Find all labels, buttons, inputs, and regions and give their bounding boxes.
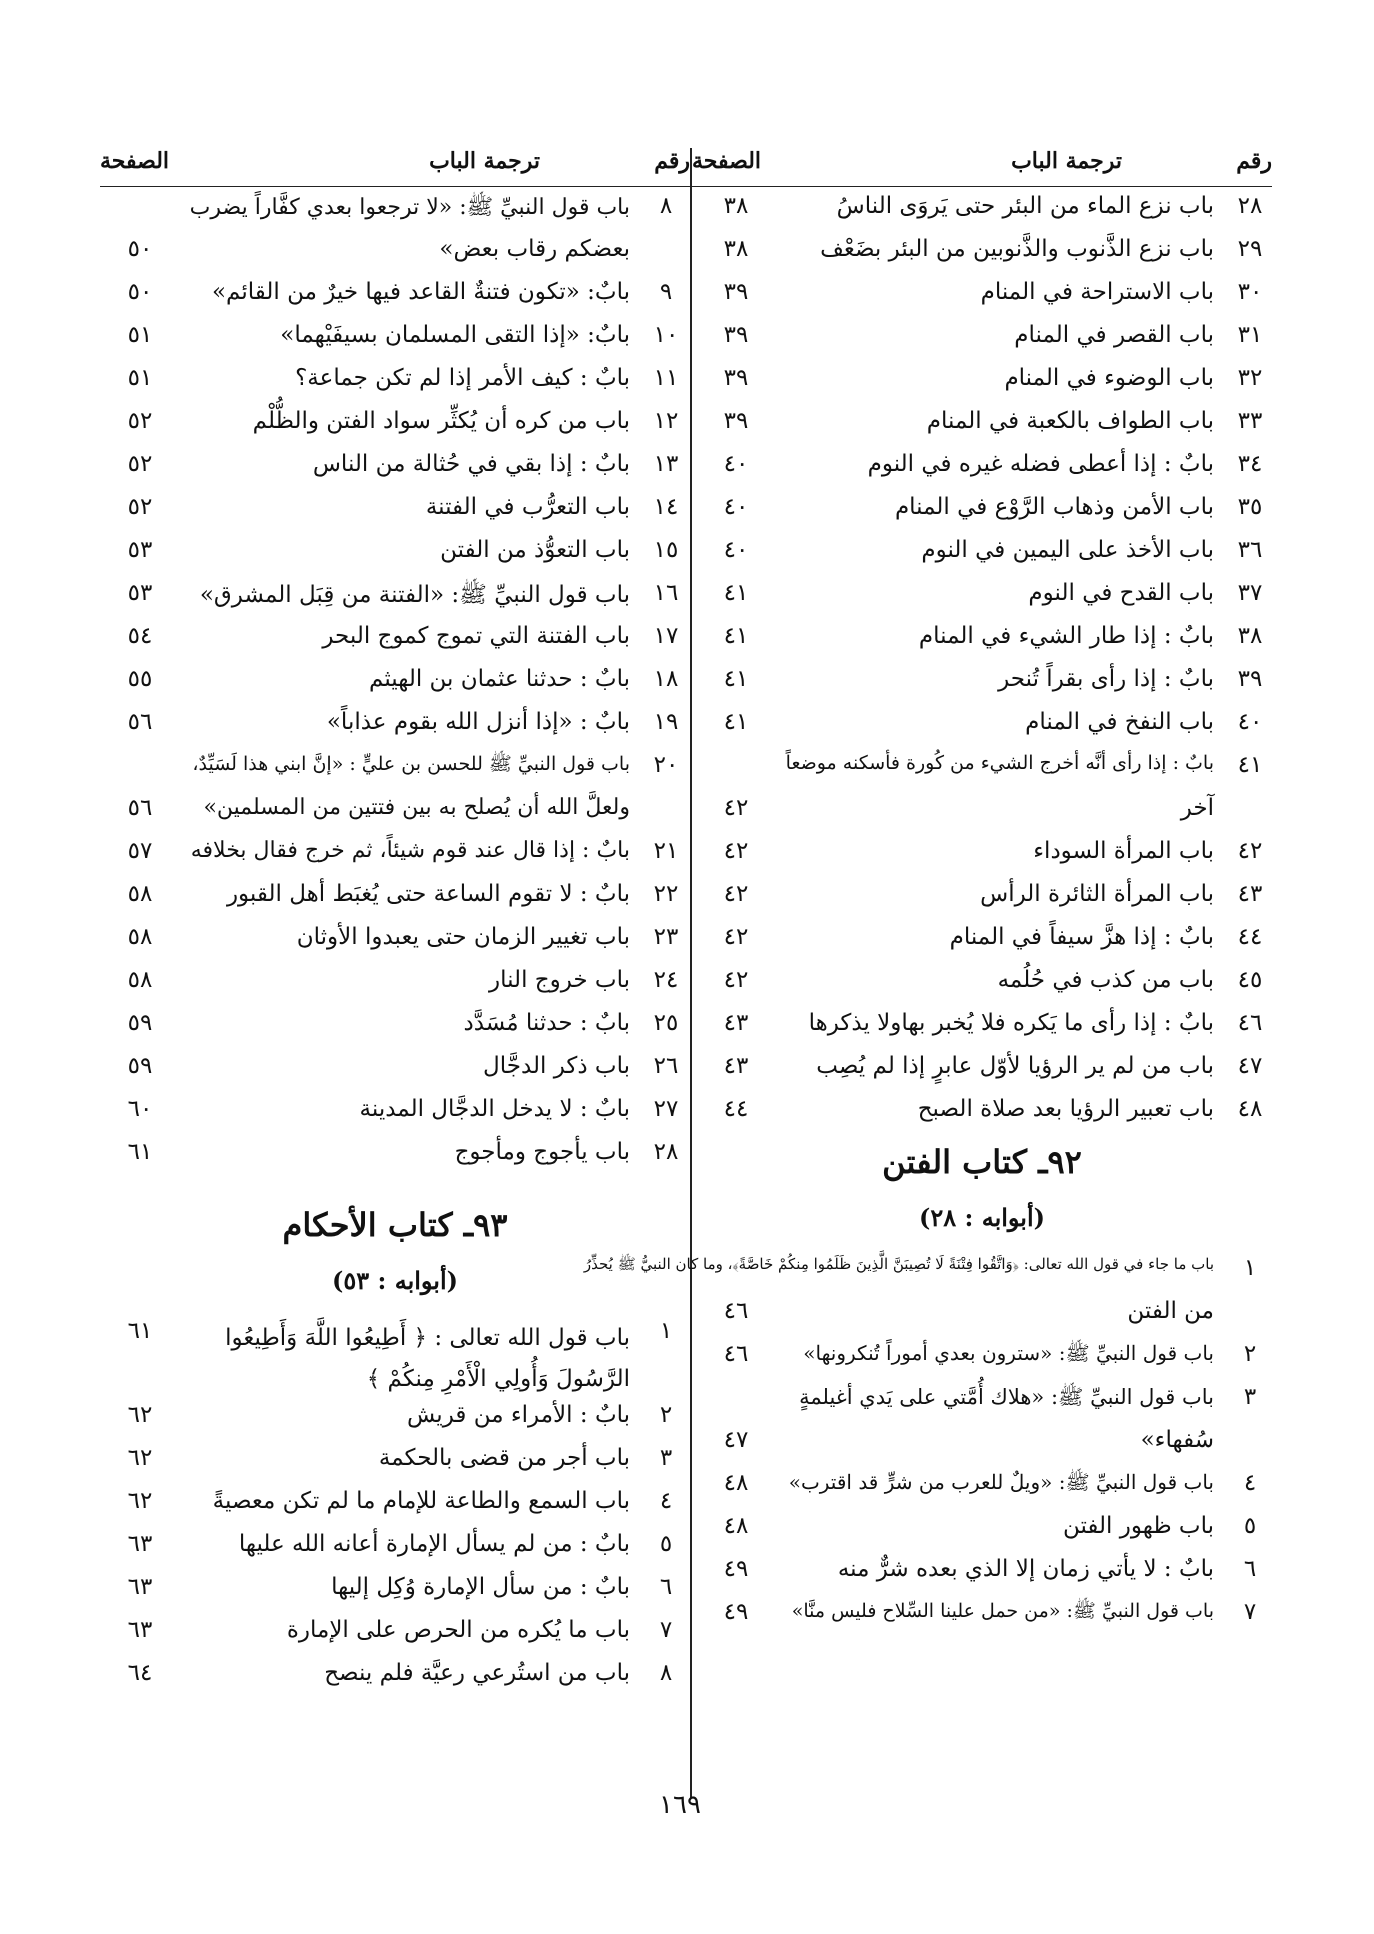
row-num: ٢٩ [1237, 236, 1263, 262]
index-row [100, 1654, 690, 1697]
index-row [692, 961, 1272, 1004]
row-page: ٦٤ [127, 1660, 153, 1686]
row-title: بابٌ : إذا أعطى فضله غيره في النوم [867, 451, 1214, 477]
row-page: ٥٣ [127, 537, 153, 563]
row-title: باب قول النبيِّ ﷺ: «لا ترجعوا بعدي كفَّاراً يضرب [189, 195, 630, 220]
row-page: ٥٦ [127, 709, 153, 735]
header-num: رقم [1236, 148, 1272, 174]
header-num: رقم [654, 148, 690, 174]
row-page: ٥٢ [127, 451, 153, 477]
row-num: ٥ [1243, 1513, 1257, 1539]
row-title: بابٌ : «إذا أنزل الله بقوم عذاباً» [326, 709, 630, 735]
row-title: باب ذكر الدجَّال [483, 1053, 630, 1079]
book-92-abwab: (أبوابه : ٢٨) [918, 1203, 1046, 1232]
index-row [692, 488, 1272, 531]
row-title: باب النفخ في المنام [1025, 709, 1214, 735]
row-page: ٥٥ [127, 666, 153, 692]
index-row [692, 316, 1272, 359]
row-title: باب ما جاء في قول الله تعالى: ﴿وَاتَّقُوا فِتْنَةً لَا تُصِيبَنَّ الَّذِينَ ظَلَمُوا مِنكُمْ خَاصَّةً﴾، وما كان النبيُّ ﷺ يُحذِّرُ [583, 1255, 1214, 1273]
index-row [692, 1550, 1272, 1593]
row-num: ٢ [659, 1402, 673, 1428]
row-num: ٤٨ [1237, 1096, 1263, 1122]
right-column-header [692, 142, 1272, 187]
row-title: باب القدح في النوم [1028, 580, 1214, 606]
row-title: بابٌ : لا يدخل الدجَّال المدينة [359, 1096, 630, 1122]
row-num: ٤ [659, 1488, 673, 1514]
row-page: ٤٠ [723, 494, 749, 520]
header-page: الصفحة [100, 148, 170, 174]
row-page: ٤١ [723, 666, 749, 692]
index-row [692, 230, 1272, 273]
row-title: باب قول النبيِّ ﷺ للحسن بن عليٍّ : «إنَّ ابني هذا لَسَيِّدٌ، [192, 753, 630, 775]
row-num: ٥ [659, 1531, 673, 1557]
index-row [100, 1047, 690, 1090]
row-page: ٤٣ [723, 1053, 749, 1079]
row-title: بابٌ : لا تقوم الساعة حتى يُغبَط أهل القبور [226, 881, 630, 907]
row-title: بابٌ : إذا طار الشيء في المنام [918, 623, 1214, 649]
row-page: ٥٠ [127, 236, 153, 262]
header-title: ترجمة الباب [429, 148, 540, 174]
index-row [692, 359, 1272, 402]
row-title: باب ما يُكره من الحرص على الإمارة [286, 1617, 630, 1643]
index-row [100, 402, 690, 445]
right-rows [692, 187, 1272, 1133]
index-row [100, 1439, 690, 1482]
row-page: ٦١ [127, 1318, 153, 1344]
row-page: ٤٢ [723, 838, 749, 864]
index-row [692, 746, 1272, 789]
row-title: باب قول النبيِّ ﷺ: «الفتنة من قِبَل المشرق» [199, 582, 630, 608]
index-row [692, 531, 1272, 574]
index-row [692, 1464, 1272, 1507]
index-row [100, 488, 690, 531]
row-num: ٤٦ [1237, 1010, 1263, 1036]
row-page: ٥٨ [127, 924, 153, 950]
row-num: ٤ [1243, 1470, 1257, 1496]
index-row [692, 832, 1272, 875]
row-title: باب قول النبيِّ ﷺ: «سترون بعدي أموراً تُنكرونها» [803, 1341, 1214, 1365]
row-page: ٤٩ [723, 1556, 749, 1582]
row-page: ٤٦ [723, 1298, 749, 1324]
right-book-rows [583, 1249, 1272, 1636]
row-num: ٤١ [1237, 752, 1263, 778]
index-row [100, 531, 690, 574]
row-title: بابٌ : إذا بقي في حُثالة من الناس [312, 451, 630, 477]
row-num: ٣٤ [1237, 451, 1263, 477]
index-row [100, 1611, 690, 1654]
row-num: ٢٧ [653, 1096, 679, 1122]
index-row [100, 1568, 690, 1611]
row-page: ٤٠ [723, 451, 749, 477]
row-page: ٤٠ [723, 537, 749, 563]
row-title: آخر [1180, 795, 1214, 821]
row-num: ١٨ [653, 666, 679, 692]
row-num: ٢٤ [653, 967, 679, 993]
row-title: بابٌ : حدثنا مُسَدَّد [463, 1010, 630, 1036]
row-page: ٤٦ [723, 1341, 749, 1367]
row-num: ٣ [659, 1445, 673, 1471]
row-title: بابٌ : إذا هزَّ سيفاً في المنام [949, 924, 1214, 950]
row-title: باب الطواف بالكعبة في المنام [926, 408, 1214, 434]
index-row [692, 1292, 1272, 1335]
row-title: بابٌ : من سأل الإمارة وُكِل إليها [331, 1574, 630, 1600]
row-num: ٢٥ [653, 1010, 679, 1036]
row-page: ٥٨ [127, 881, 153, 907]
row-page: ٤٤ [723, 1096, 749, 1122]
row-num: ٤٢ [1237, 838, 1263, 864]
row-num: ٣ [1243, 1384, 1257, 1410]
row-num: ٣١ [1237, 322, 1263, 348]
row-page: ٣٨ [723, 193, 749, 219]
row-title: باب من كره أن يُكثِّر سواد الفتن والظُّلْم [252, 408, 630, 434]
row-page: ٦٠ [127, 1096, 153, 1122]
index-row [100, 1525, 690, 1568]
row-title: بابٌ: «تكون فتنةٌ القاعد فيها خيرٌ من القائم» [211, 279, 630, 305]
row-page: ٦٢ [127, 1488, 153, 1514]
row-num: ٤٤ [1237, 924, 1263, 950]
row-page: ٥٣ [127, 580, 153, 606]
index-row [692, 1378, 1272, 1421]
index-row [100, 1133, 690, 1176]
row-num: ٣٠ [1237, 279, 1263, 305]
index-row [100, 961, 690, 1004]
row-title: باب من لم ير الرؤيا لأوّل عابرٍ إذا لم يُصِب [816, 1053, 1214, 1079]
index-row [692, 445, 1272, 488]
row-page: ٥٩ [127, 1053, 153, 1079]
index-row [100, 445, 690, 488]
page-number: ١٦٩ [659, 1790, 701, 1820]
row-title: باب الاستراحة في المنام [980, 279, 1214, 305]
index-row [692, 1090, 1272, 1133]
row-title: باب نزع الماء من البئر حتى يَروَى الناسُ [836, 193, 1214, 219]
index-row [692, 660, 1272, 703]
row-page: ٣٨ [723, 236, 749, 262]
row-title: باب الأمن وذهاب الرَّوْع في المنام [894, 494, 1214, 520]
index-row [100, 703, 690, 746]
row-page: ٥٨ [127, 967, 153, 993]
row-num: ٦ [1243, 1556, 1257, 1582]
row-page: ٣٩ [723, 408, 749, 434]
row-num: ٢٢ [653, 881, 679, 907]
row-page: ٦٢ [127, 1445, 153, 1471]
index-row [100, 918, 690, 961]
row-page: ٤١ [723, 580, 749, 606]
row-page: ٦٣ [127, 1574, 153, 1600]
index-row [100, 1482, 690, 1525]
row-title: باب المرأة السوداء [1033, 838, 1214, 864]
row-title: بابٌ : إذا رأى ما يَكره فلا يُخبر بهاولا يذكرها [808, 1010, 1214, 1036]
index-row [100, 617, 690, 660]
row-num: ١١ [653, 365, 679, 391]
row-title: باب قول النبيِّ ﷺ: «هلاك أُمَّتي على يَدي أغيلمةٍ [799, 1385, 1214, 1409]
row-num: ٣٣ [1237, 408, 1263, 434]
index-row [692, 1593, 1272, 1636]
book-93-abwab: (أبوابه : ٥٣) [331, 1266, 459, 1295]
row-page: ٤١ [723, 709, 749, 735]
index-row [692, 1335, 1272, 1378]
index-row [692, 402, 1272, 445]
index-row [692, 918, 1272, 961]
book-93-title: ٩٣ـ كتاب الأحكام [282, 1206, 508, 1244]
row-title: ولعلَّ الله أن يُصلح به بين فتتين من المسلمين» [203, 795, 630, 820]
row-num: ٢ [1243, 1341, 1257, 1367]
index-row [100, 230, 690, 273]
row-num: ١ [1243, 1255, 1257, 1281]
row-num: ٢٠ [653, 752, 679, 778]
row-num: ٣٩ [1237, 666, 1263, 692]
row-page: ٤٩ [723, 1599, 749, 1625]
row-page: ٣٩ [723, 365, 749, 391]
index-row [100, 359, 690, 402]
row-page: ٤٢ [723, 924, 749, 950]
row-page: ٤٢ [723, 967, 749, 993]
row-page: ٥١ [127, 365, 153, 391]
index-row [100, 574, 690, 617]
left-column-header [100, 142, 690, 187]
row-num: ٣٢ [1237, 365, 1263, 391]
row-page: ٤٨ [723, 1513, 749, 1539]
row-num: ٤٠ [1237, 709, 1263, 735]
row-page: ٣٩ [723, 322, 749, 348]
row-title: من الفتن [1127, 1298, 1214, 1324]
book-92-title: ٩٢ـ كتاب الفتن [882, 1143, 1082, 1181]
row-title: بعضكم رقاب بعض» [439, 236, 630, 262]
row-page: ٥٢ [127, 408, 153, 434]
row-title: باب خروج النار [489, 967, 630, 993]
row-title: باب تعبير الرؤيا بعد صلاة الصبح [917, 1096, 1214, 1122]
index-row [692, 187, 1272, 230]
row-title: باب من استُرعي رعيَّة فلم ينصح [324, 1660, 630, 1686]
index-row [100, 789, 690, 832]
index-row [100, 1396, 690, 1439]
row-num: ٣٥ [1237, 494, 1263, 520]
row-title: باب السمع والطاعة للإمام ما لم تكن معصيةً [212, 1488, 630, 1514]
row-num: ١٤ [653, 494, 679, 520]
row-page: ٥٢ [127, 494, 153, 520]
row-page: ٥١ [127, 322, 153, 348]
index-row [692, 703, 1272, 746]
row-num: ١٢ [653, 408, 679, 434]
row-title: باب ظهور الفتن [1062, 1513, 1214, 1539]
index-row [100, 746, 690, 789]
row-title: باب المرأة الثائرة الرأس [980, 881, 1214, 907]
left-rows [100, 187, 690, 1176]
row-page: ٤٢ [723, 795, 749, 821]
index-row [692, 574, 1272, 617]
left-column [100, 142, 690, 1697]
index-row [100, 660, 690, 703]
row-title: بابٌ : إذا قال عند قوم شيئاً، ثم خرج فقال بخلافه [190, 838, 630, 863]
index-row [692, 273, 1272, 316]
row-title: بابٌ : من لم يسأل الإمارة أعانه الله عليها [238, 1531, 630, 1557]
row-num: ١٦ [653, 580, 679, 606]
row-title: بابٌ : حدثنا عثمان بن الهيثم [369, 666, 630, 692]
index-row [692, 1421, 1272, 1464]
index-row [100, 1090, 690, 1133]
row-title: باب قول الله تعالى : ﴿ أَطِيعُوا اللَّهَ وَأَطِيعُوا الرَّسُولَ وَأُولِي الْأَمْرِ مِنكُمْ ﴾ [225, 1325, 630, 1392]
row-num: ٨ [659, 1660, 673, 1686]
index-row [692, 1507, 1272, 1550]
row-num: ٣٦ [1237, 537, 1263, 563]
header-title: ترجمة الباب [1011, 148, 1122, 174]
row-num: ٧ [1243, 1599, 1257, 1625]
index-row [100, 1312, 690, 1396]
row-num: ٢٨ [653, 1139, 679, 1165]
index-row [100, 316, 690, 359]
row-title: باب من كذب في حُلُمه [997, 967, 1214, 993]
index-row [692, 1047, 1272, 1090]
row-title: باب التعوُّذ من الفتن [440, 537, 630, 563]
index-row [100, 1004, 690, 1047]
index-row [692, 789, 1272, 832]
row-num: ٤٣ [1237, 881, 1263, 907]
row-num: ٤٥ [1237, 967, 1263, 993]
row-title: باب الفتنة التي تموج كموج البحر [322, 623, 630, 649]
row-num: ٤٧ [1237, 1053, 1263, 1079]
row-title: باب قول النبيِّ ﷺ: «من حمل علينا السِّلاح فليس منَّا» [791, 1600, 1214, 1622]
row-page: ٦١ [127, 1139, 153, 1165]
row-title: بابٌ: «إذا التقى المسلمان بسيفَيْهما» [280, 322, 630, 348]
row-page: ٥٧ [127, 838, 153, 864]
row-num: ١٩ [653, 709, 679, 735]
row-title: بابٌ : الأمراء من قريش [406, 1402, 630, 1428]
row-title: باب قول النبيِّ ﷺ: «ويلٌ للعرب من شرٍّ قد اقترب» [788, 1470, 1214, 1494]
header-page: الصفحة [692, 148, 762, 174]
row-title: باب تغيير الزمان حتى يعبدوا الأوثان [296, 924, 630, 950]
row-title: باب أجر من قضى بالحكمة [378, 1445, 630, 1471]
row-num: ٩ [659, 279, 673, 305]
row-page: ٤٨ [723, 1470, 749, 1496]
row-num: ٨ [659, 193, 673, 219]
row-num: ١ [659, 1318, 673, 1344]
row-title: باب نزع الذَّنوب والذَّنوبين من البئر بضَعْف [820, 236, 1214, 262]
index-row [692, 617, 1272, 660]
index-row [692, 1004, 1272, 1047]
left-book-rows [100, 1312, 690, 1697]
row-page: ٥٤ [127, 623, 153, 649]
row-page: ٥٩ [127, 1010, 153, 1036]
row-num: ٣٨ [1237, 623, 1263, 649]
row-page: ٥٠ [127, 279, 153, 305]
row-page: ٥٦ [127, 795, 153, 821]
index-row [100, 875, 690, 918]
row-num: ٢٣ [653, 924, 679, 950]
row-title: بابٌ : لا يأتي زمان إلا الذي بعده شرٌّ منه [837, 1556, 1214, 1582]
row-num: ١٥ [653, 537, 679, 563]
row-title: باب الوضوء في المنام [1004, 365, 1214, 391]
row-title: بابٌ : كيف الأمر إذا لم تكن جماعة؟ [295, 365, 630, 391]
row-page: ٦٣ [127, 1531, 153, 1557]
index-row [100, 832, 690, 875]
row-page: ٤١ [723, 623, 749, 649]
index-row [692, 875, 1272, 918]
row-num: ٦ [659, 1574, 673, 1600]
index-row [100, 187, 690, 230]
row-num: ٧ [659, 1617, 673, 1643]
row-num: ٢٦ [653, 1053, 679, 1079]
index-row [583, 1249, 1272, 1292]
row-page: ٦٣ [127, 1617, 153, 1643]
row-num: ١٧ [653, 623, 679, 649]
row-num: ٢٨ [1237, 193, 1263, 219]
row-title: باب التعرُّب في الفتنة [425, 494, 630, 520]
row-page: ٤٢ [723, 881, 749, 907]
row-title: بابٌ : إذا رأى بقراً تُنحر [998, 666, 1214, 692]
row-num: ٢١ [653, 838, 679, 864]
row-page: ٤٧ [723, 1427, 749, 1453]
row-num: ١٣ [653, 451, 679, 477]
index-row [100, 273, 690, 316]
row-title: باب الأخذ على اليمين في النوم [921, 537, 1214, 563]
row-title: بابٌ : إذا رأى أنَّه أخرج الشيء من كُورة فأسكنه موضعاً [785, 752, 1214, 774]
row-num: ٣٧ [1237, 580, 1263, 606]
row-title: سُفهاء» [1140, 1427, 1214, 1453]
row-page: ٤٣ [723, 1010, 749, 1036]
row-title: باب القصر في المنام [1014, 322, 1214, 348]
row-page: ٦٢ [127, 1402, 153, 1428]
row-num: ١٠ [653, 322, 679, 348]
row-page: ٣٩ [723, 279, 749, 305]
row-title: باب يأجوج ومأجوج [454, 1139, 630, 1165]
